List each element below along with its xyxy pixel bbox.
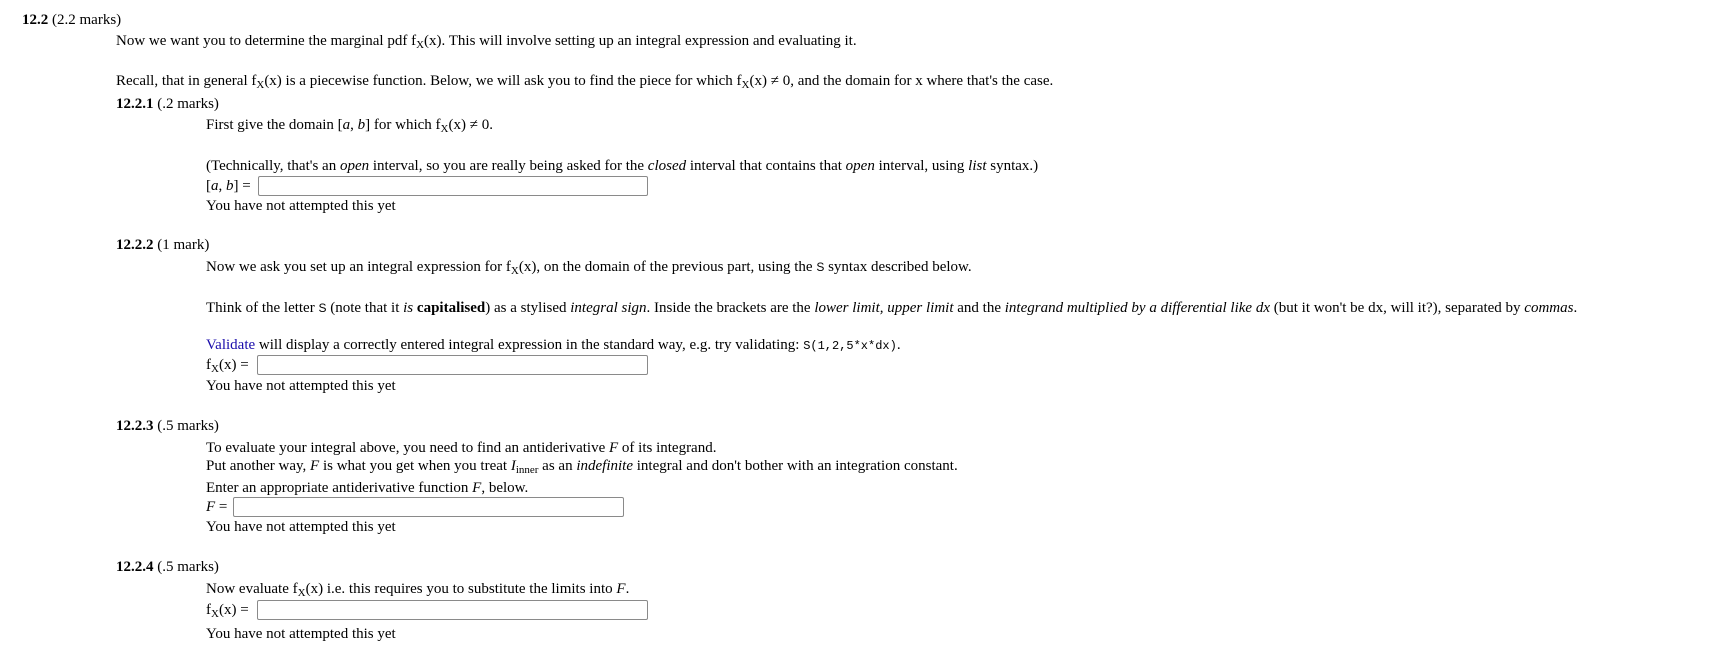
question-recall: Recall, that in general $f_X(x)$ is a piecewise function. Below, we will ask you to find the piece for which $f_X(x) \ne 0$, and the domain for x where that's the case.: [116, 73, 1054, 91]
part-text-12-2-3-line1: To evaluate your integral above, you need to find an antiderivative F of its integrand.: [206, 440, 717, 456]
question-number: 12.2: [22, 12, 49, 28]
evaluated-marginal-input[interactable]: [257, 600, 648, 620]
question-header: [22, 11, 121, 29]
part-header-12-2-1: 12.2.1 (.2 marks): [116, 96, 219, 112]
question-marks: (2.2 marks): [52, 12, 122, 28]
part-text-12-2-3-line3: Enter an appropriate antiderivative function F, below.: [206, 480, 529, 496]
part-header-12-2-3: 12.2.3 (.5 marks): [116, 418, 219, 434]
answer-label-12-2-2: $f_X(x)$ =: [206, 357, 249, 375]
part-prompt-12-2-4: Now evaluate $f_X(x)$ i.e. this requires you to substitute the limits into F.: [206, 581, 630, 599]
answer-label-12-2-3: F =: [206, 499, 228, 515]
part-header-12-2-4: 12.2.4 (.5 marks): [116, 559, 219, 575]
part-note-12-2-1: (Technically, that's an open interval, so you are really being asked for the closed interval that contains that open interval, using list syntax.): [206, 158, 1039, 174]
status-12-2-1: You have not attempted this yet: [206, 198, 396, 214]
domain-input[interactable]: [258, 176, 648, 196]
antiderivative-input[interactable]: [233, 497, 624, 517]
syntax-example: S(1,2,5*x*dx): [803, 339, 897, 353]
part-prompt-12-2-2: Now we ask you set up an integral expression for $f_X(x)$, on the domain of the previous part, using the S syntax described below.: [206, 259, 972, 277]
validate-hint: Validate will display a correctly entered integral expression in the standard way, e.g. try validating: S(1,2,5*x*dx).: [206, 337, 901, 353]
integral-expression-input[interactable]: [257, 355, 648, 375]
part-prompt-12-2-1: First give the domain [a, b] for which $f_X(x) \ne 0$.: [206, 117, 493, 135]
validate-link[interactable]: Validate: [206, 337, 256, 353]
question-intro: Now we want you to determine the marginal pdf $f_X(x)$. This will involve setting up an integral expression and evaluating it.: [116, 33, 857, 51]
status-12-2-4: You have not attempted this yet: [206, 626, 396, 642]
answer-label-12-2-4: $f_X(x)$ =: [206, 602, 249, 620]
status-12-2-3: You have not attempted this yet: [206, 519, 396, 535]
answer-label-12-2-1: [a, b] =: [206, 178, 251, 194]
part-text-12-2-3-line2: Put another way, F is what you get when you treat $I_{inner}$ as an indefinite integral and don't bother with an integration constant.: [206, 458, 958, 476]
status-12-2-2: You have not attempted this yet: [206, 378, 396, 394]
part-header-12-2-2: 12.2.2 (1 mark): [116, 237, 210, 253]
part-instructions-12-2-2: Think of the letter S (note that it is capitalised) as a stylised integral sign. Inside the brackets are the lower limit, upper limit and the integrand multiplied by a differential like dx (but it won't be dx, will it?), separated by commas.: [206, 300, 1578, 316]
